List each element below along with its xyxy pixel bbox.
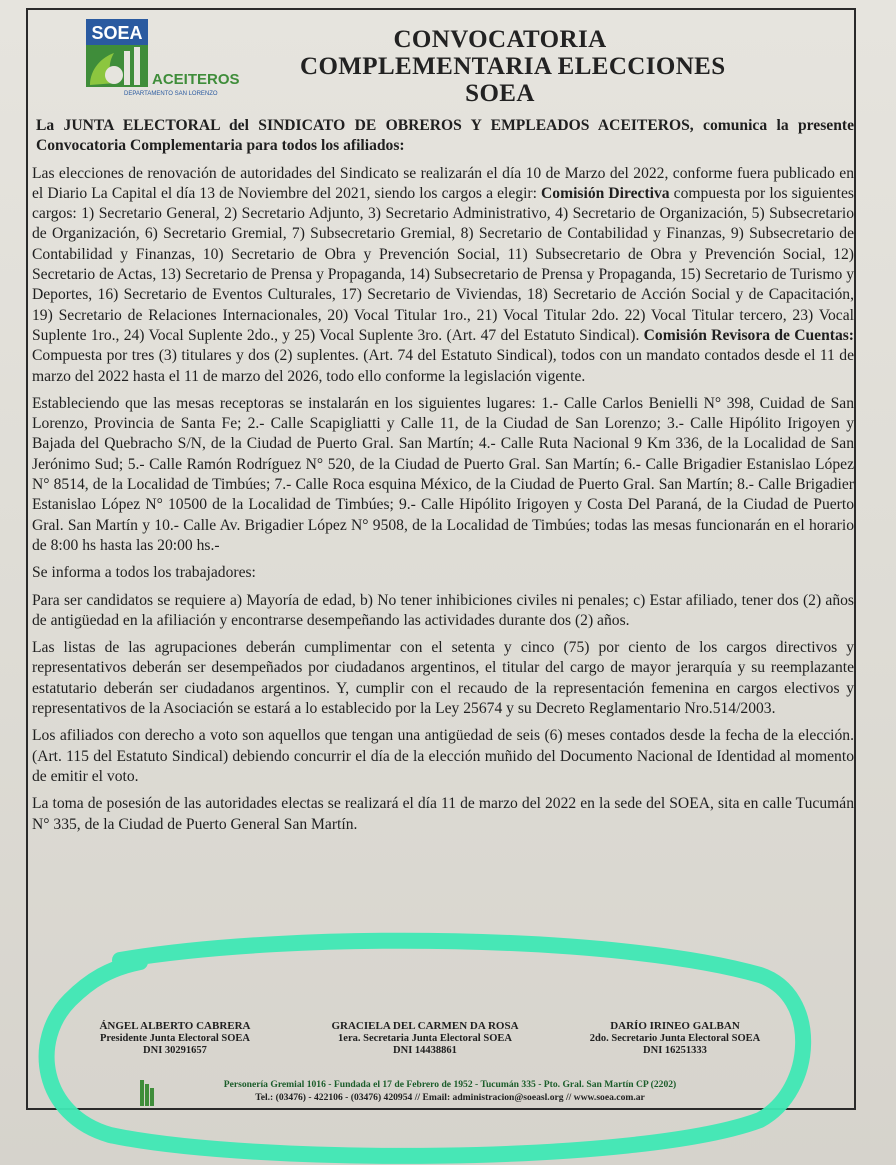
signature-name: ÁNGEL ALBERTO CABRERA — [99, 1020, 251, 1032]
signatures — [80, 1020, 780, 1068]
signature-name: GRACIELA DEL CARMEN DA ROSA — [331, 1020, 519, 1032]
signature-3 — [570, 1020, 780, 1058]
flag-icon — [140, 1080, 154, 1106]
comision-directiva-label: Comisión Directiva — [541, 184, 670, 202]
logo-brand: ACEITEROS — [152, 71, 240, 88]
elections-text-e: Compuesta por tres (3) titulares y dos (2) suplentes. (Art. 74 del Estatuto Sindical), todos con un mandato contados desde el 11 de marzo del 2022 hasta el 11 de marzo del 2026, todo ello conforme la legislación vigente. — [32, 347, 854, 385]
signature-1 — [80, 1020, 270, 1058]
workers-info-paragraph: Se informa a todos los trabajadores: — [32, 564, 256, 582]
lists-paragraph: Las listas de las agrupaciones deberán cumplimentar con el setenta y cinco (75) por ciento de los cargos directivos y representativos deberán ser desempeñados por ciudadanos argentinos, el titular del cargo de mayor jerarquía y su reemplazante estatutario deberán ser ciudadanos argentinos. Y, cumplir con el recaudo de la representación femenina en cargos electivos y representativos de la Asociación se estará a lo establecido por la Ley 25674 y su Decreto Reglamentario Nro.514/2003. — [32, 639, 854, 718]
elections-paragraph — [32, 164, 854, 387]
intro-paragraph: La JUNTA ELECTORAL del SINDICATO DE OBREROS Y EMPLEADOS ACEITEROS, comunica la presente Convocatoria Complementaria para todos los afiliados: — [36, 117, 854, 155]
logo-sub: DEPARTAMENTO SAN LORENZO — [124, 91, 218, 97]
notice-body — [32, 116, 854, 842]
polling-places-paragraph: Estableciendo que las mesas receptoras se instalarán en los siguientes lugares: 1.- Calle Carlos Benielli N° 398, Cuidad de San Lorenzo, Provincia de Santa Fe; 2.- Calle Scapigliatti y Calle 11, de la Ciudad de San Lorenzo; 3.- Calle Hipólito Irigoyen y Bajada del Quebracho S/N, de la Ciudad de Puerto Gral. San Martín; 4.- Calle Ruta Nacional 9 Km 336, de la Localidad de San Jerónimo Sud; 5.- Calle Ramón Rodríguez N° 520, de la Ciudad de Puerto Gral. San Martín; 6.- Calle Brigadier Estanislao López N° 8514, de la Localidad de Timbúes; 7.- Calle Roca esquina México, de la Ciudad de Puerto Gral. San Martín; 8.- Calle Brigadier Estanislao López N° 10500 de la Localidad de Timbúes; 9.- Calle Hipólito Irigoyen y Costa Del Paraná, de la Ciudad de Puerto Gral. San Martín y 10.- Calle Av. Brigadier López N° 9508, de la Localidad de Timbúes; todas las mesas funcionarán en el horario de 8:00 hs hasta las 20:00 hs.- — [32, 394, 854, 554]
possession-paragraph: La toma de posesión de las autoridades electas se realizará el día 11 de marzo del 2022 en la sede del SOEA, sita en calle Tucumán N° 335, de la Ciudad de Puerto General San Martín. — [32, 795, 854, 833]
signature-2 — [310, 1020, 540, 1058]
signature-dni: DNI 30291657 — [143, 1045, 207, 1056]
logo-silo-2 — [134, 47, 140, 85]
footer-line-2: Tel.: (03476) - 422106 - (03476) 420954 // Email: administracion@soeasl.org // www.soea.com.ar — [255, 1092, 645, 1103]
candidates-requirements-paragraph: Para ser candidatos se requiere a) Mayoría de edad, b) No tener inhibiciones civiles ni penales; c) Estar afiliado, tener dos (2) años de antigüedad en la afiliación y encontrarse desempeñando las actividades durante dos (2) años. — [32, 591, 854, 629]
logo-circle — [105, 66, 123, 84]
signature-dni: DNI 14438861 — [393, 1045, 457, 1056]
comision-revisora-label: Comisión Revisora de Cuentas: — [643, 326, 854, 344]
title-line-2: COMPLEMENTARIA ELECCIONES — [300, 53, 726, 80]
page-title — [300, 26, 726, 107]
elections-text-c: compuesta por los siguientes cargos: 1) Secretario General, 2) Secretario Adjunto, 3) Secretario Administrativo, 4) Secretario de Organización, 5) Subsecretario de Organización, 6) Secretario Gremial, 7) Subsecretario Gremial, 8) Secretario de Contabilidad y Finanzas, 9) Subsecretario de Contabilidad y Finanzas, 10) Secretario de Obra y Prevención Social, 11) Subsecretario de Obra y Prevención Social, 12) Secretario de Actas, 13) Secretario de Prensa y Propaganda, 14) Subsecretario de Prensa y Propaganda, 15) Secretario de Turismo y Deportes, 16) Secretario de Eventos Culturales, 17) Secretario de Viviendas, 18) Secretario de Acción Social y de Capacitación, 19) Secretario de Relaciones Internacionales, 20) Vocal Titular 1ro., 21) Vocal Titular 2do. 22) Vocal Titular tercero, 23) Vocal Suplente 1ro., 24) Vocal Suplente 2do., y 25) Vocal Suplente 3ro. (Art. 47 del Estatuto Sindical). — [32, 184, 854, 344]
signature-role: 1era. Secretaria Junta Electoral SOEA — [338, 1032, 512, 1044]
logo-silo-1 — [124, 51, 130, 85]
soea-logo — [84, 17, 254, 99]
signature-dni: DNI 16251333 — [643, 1045, 707, 1056]
logo-top-text: SOEA — [91, 23, 143, 43]
footer — [140, 1078, 760, 1108]
footer-line-1: Personería Gremial 1016 - Fundada el 17 de Febrero de 1952 - Tucumán 335 - Pto. Gral. San Martín CP (2202) — [223, 1079, 677, 1090]
signature-role: 2do. Secretario Junta Electoral SOEA — [589, 1032, 761, 1044]
elections-text-a: Las elecciones de renovación de autoridades del Sindicato se realizarán el día 10 de Marzo del 2022, conforme fuera publicado en el Diario La Capital el día 13 de Noviembre del 2021, siendo los cargos a elegir: — [32, 164, 854, 202]
signature-name: DARÍO IRINEO GALBAN — [610, 1020, 740, 1032]
signature-role: Presidente Junta Electoral SOEA — [99, 1032, 250, 1044]
title-line-3: SOEA — [465, 80, 535, 107]
voters-paragraph: Los afiliados con derecho a voto son aquellos que tengan una antigüedad de seis (6) meses contados desde la fecha de la elección. (Art. 115 del Estatuto Sindical) debiendo concurrir el día de la elección muñido del Documento Nacional de Identidad al momento de emitir el voto. — [32, 727, 854, 785]
title-line-1: CONVOCATORIA — [393, 26, 607, 53]
